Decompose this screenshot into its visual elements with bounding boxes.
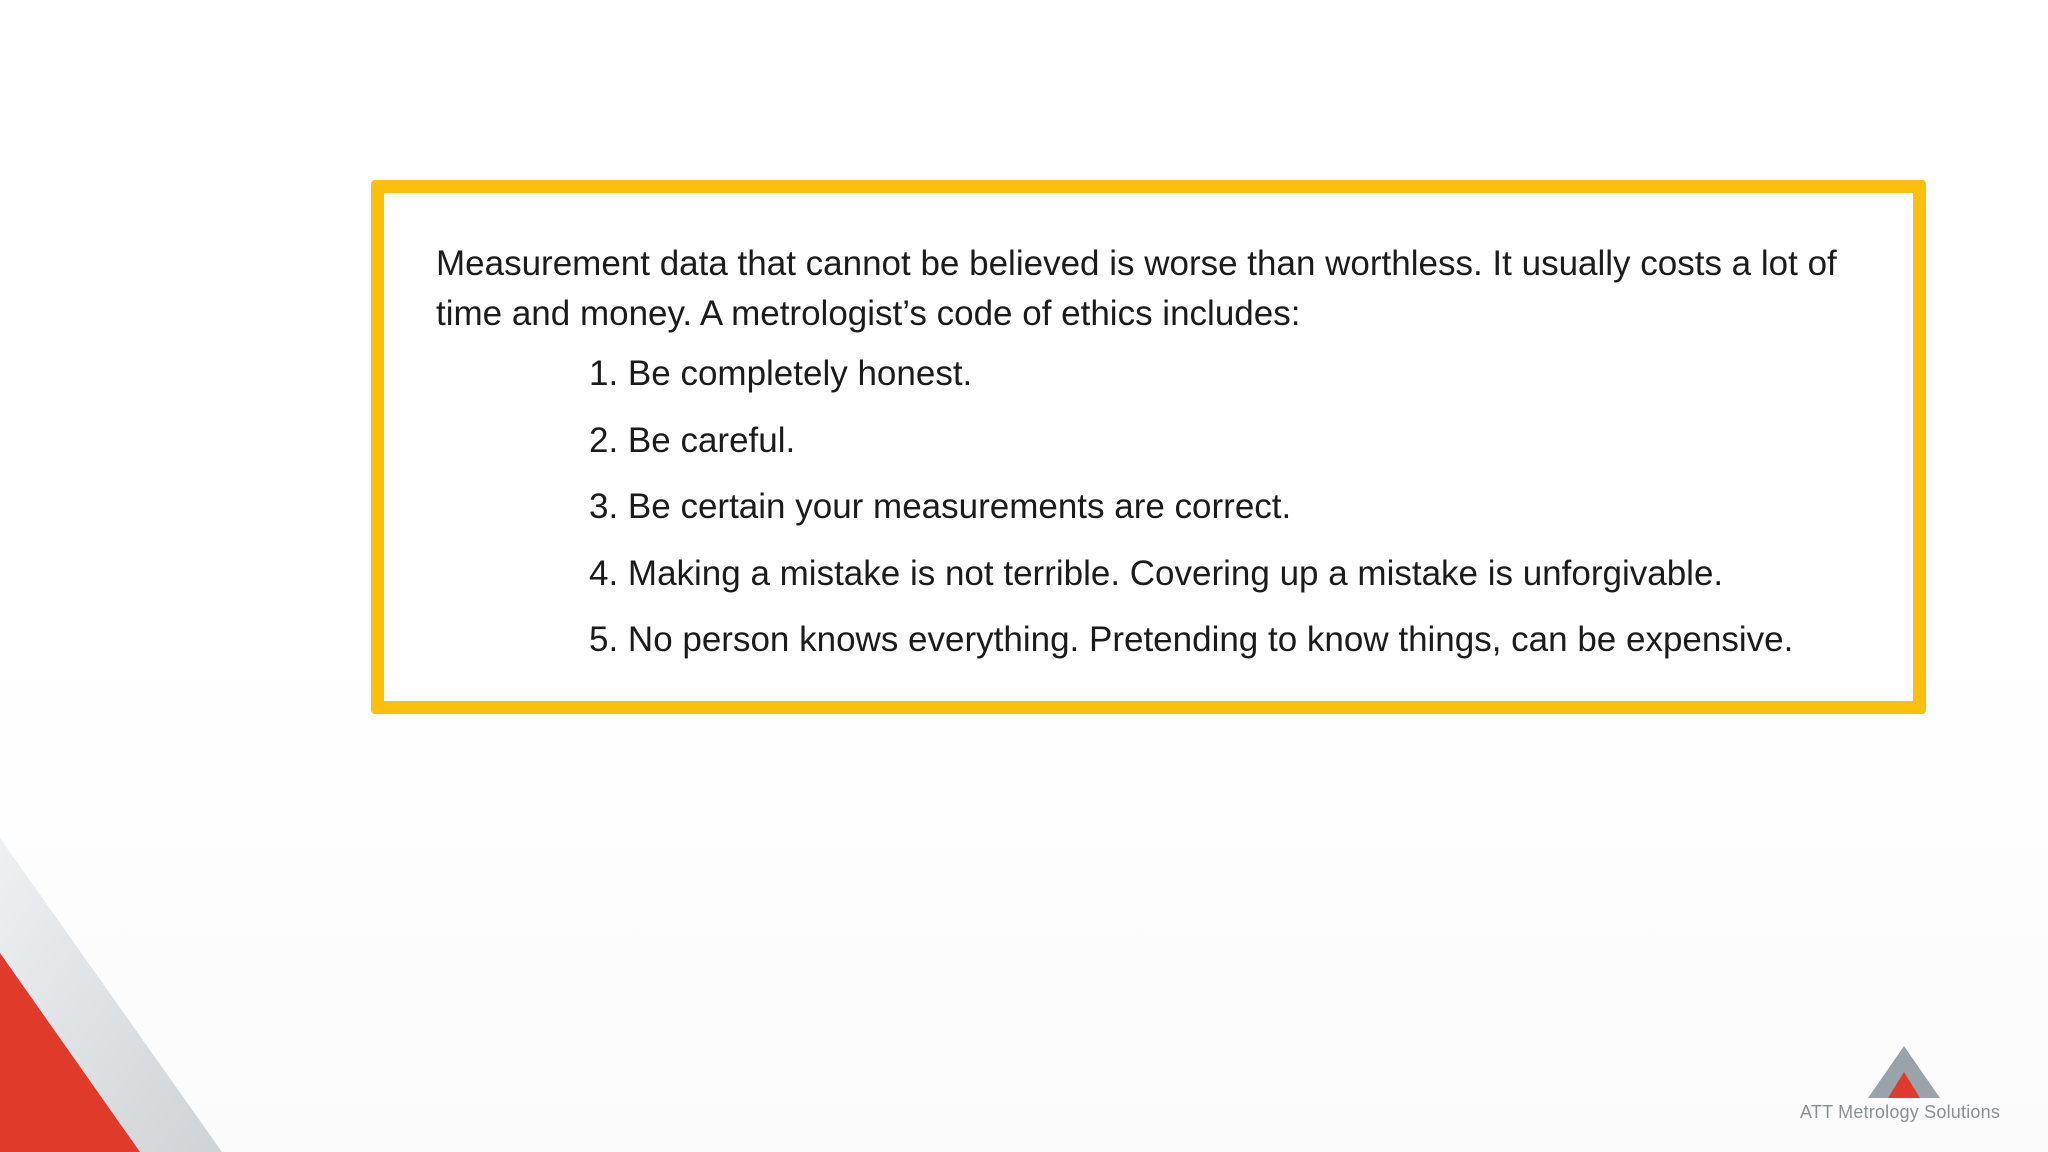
- intro-paragraph: Measurement data that cannot be believed is worse than worthless. It usually costs a lot of time and money. A metrologist’s code of ethics includes:: [436, 244, 1837, 333]
- triangle-logo-icon: [1868, 1046, 1940, 1106]
- ethics-callout-box: [371, 180, 1926, 714]
- ethics-item: 4. Making a mistake is not terrible. Covering up a mistake is unforgivable.: [589, 553, 1724, 593]
- ethics-item: 2. Be careful.: [589, 420, 796, 460]
- company-logo: [1790, 1046, 2020, 1126]
- ethics-item: 5. No person knows everything. Pretending to know things, can be expensive.: [589, 620, 1794, 659]
- ethics-list: [589, 353, 1793, 686]
- logo-text: ATT Metrology Solutions: [1800, 1102, 2001, 1122]
- ethics-item: 1. Be completely honest.: [589, 354, 973, 393]
- ethics-item: 3. Be certain your measurements are correct.: [589, 487, 1292, 526]
